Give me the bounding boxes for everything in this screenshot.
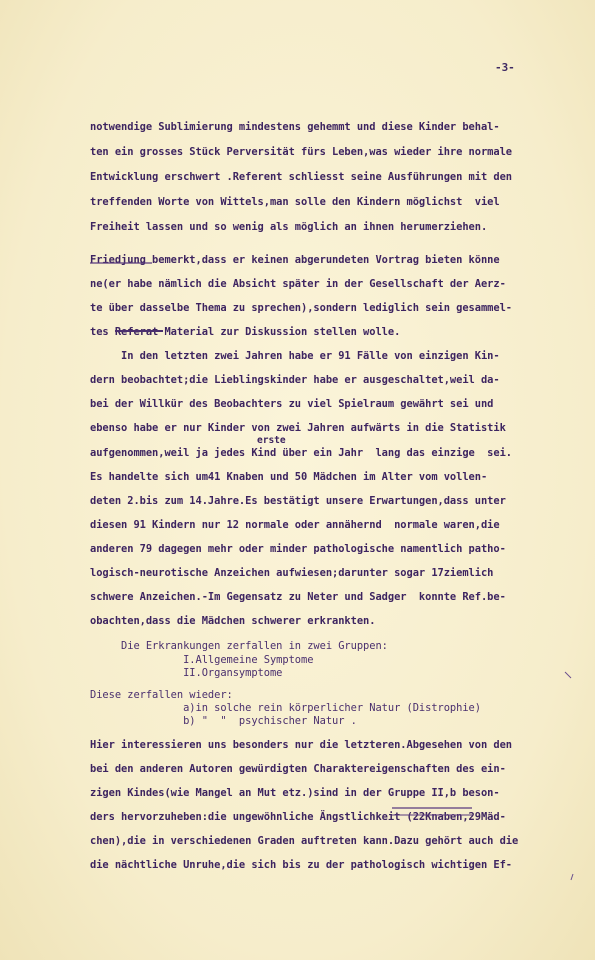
text-line: ne(er habe nämlich die Absicht später in der Gesellschaft der Aerz- <box>90 278 506 290</box>
text-line: ebenso habe er nur Kinder von zwei Jahren aufwärts in die Statistik <box>90 422 506 434</box>
text-line: anderen 79 dagegen mehr oder minder pathologische namentlich patho- <box>90 543 506 555</box>
text-line: diesen 91 Kindern nur 12 normale oder annähernd normale waren,die <box>90 519 500 531</box>
text-line: notwendige Sublimierung mindestens gehemmt und diese Kinder behal- <box>90 121 500 133</box>
text-line: ten ein grosses Stück Perversität fürs Leben,was wieder ihre normale <box>90 146 512 158</box>
text-line: Hier interessieren uns besonders nur die letzteren.Abgesehen von den <box>90 739 512 751</box>
text-line: bei den anderen Autoren gewürdigten Charaktereigenschaften des ein- <box>90 763 506 775</box>
text-line: treffenden Worte von Wittels,man solle den Kindern möglichst viel <box>90 196 500 208</box>
text-line: deten 2.bis zum 14.Jahre.Es bestätigt unsere Erwartungen,dass unter <box>90 495 506 507</box>
text-line: tes Referat Material zur Diskussion stellen wolle. <box>90 326 401 338</box>
text-line: die nächtliche Unruhe,die sich bis zu der pathologisch wichtigen Ef- <box>90 859 512 871</box>
text-line: obachten,dass die Mädchen schwerer erkrankten. <box>90 615 376 627</box>
text-line: te über dasselbe Thema zu sprechen),sondern lediglich sein gesammel- <box>90 302 512 314</box>
text-line: Diese zerfallen wieder: <box>90 689 233 701</box>
text-line: ders hervorzuheben:die ungewöhnliche Ängstlichkeit (22Knaben,29Mäd- <box>90 811 506 823</box>
list-item: b) " " psychischer Natur . <box>90 715 357 727</box>
text-line: Entwicklung erschwert .Referent schliesst seine Ausführungen mit den <box>90 171 512 183</box>
margin-mark <box>571 874 573 880</box>
list-item: II.Organsymptome <box>90 667 283 679</box>
list-item: a)in solche rein körperlicher Natur (Distrophie) <box>90 702 481 714</box>
list-item: I.Allgemeine Symptome <box>90 654 314 666</box>
text-line: In den letzten zwei Jahren habe er 91 Fälle von einzigen Kin- <box>90 350 500 362</box>
text-line: Freiheit lassen und so wenig als möglich an ihnen herumerziehen. <box>90 221 488 233</box>
text-line: logisch-neurotische Anzeichen aufwiesen;darunter sogar 17ziemlich <box>90 567 494 579</box>
text-line: aufgenommen,weil ja jedes Kind über ein Jahr lang das einzige sei. <box>90 447 512 459</box>
text-line: dern beobachtet;die Lieblingskinder habe er ausgeschaltet,weil da- <box>90 374 500 386</box>
text-line: bei der Willkür des Beobachters zu viel Spielraum gewährt sei und <box>90 398 494 410</box>
text-line: Es handelte sich um41 Knaben und 50 Mädchen im Alter vom vollen- <box>90 471 488 483</box>
text-line: Die Erkrankungen zerfallen in zwei Gruppen: <box>90 640 388 652</box>
text-line: schwere Anzeichen.-Im Gegensatz zu Neter und Sadger konnte Ref.be- <box>90 591 506 603</box>
text-line: Friedjung bemerkt,dass er keinen abgerundeten Vortrag bieten könne <box>90 254 500 266</box>
margin-mark <box>565 672 571 678</box>
page-number: -3- <box>495 61 515 74</box>
interlinear-insertion: erste <box>257 435 286 446</box>
text-line: chen),die in verschiedenen Graden auftreten kann.Dazu gehört auch die <box>90 835 519 847</box>
text-line: zigen Kindes(wie Mangel an Mut etz.)sind in der Gruppe II,b beson- <box>90 787 500 799</box>
